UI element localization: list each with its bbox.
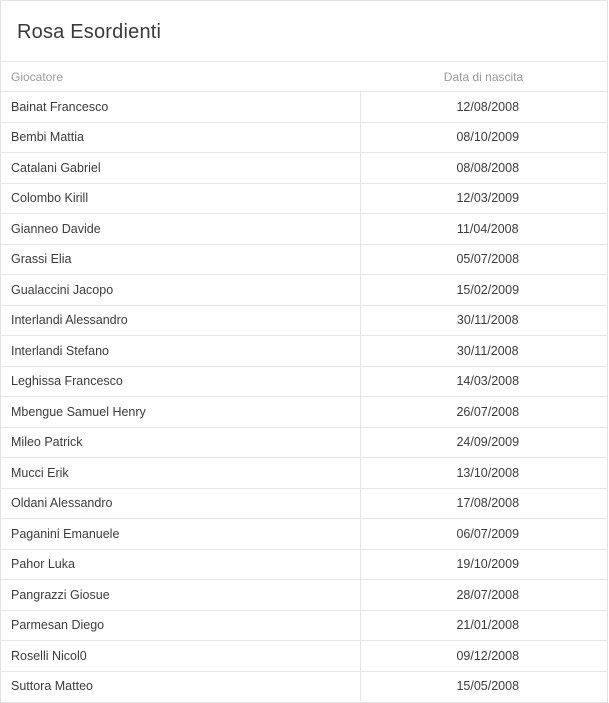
table-row: [1, 214, 607, 245]
table-row: [1, 122, 607, 153]
table-row: [1, 580, 607, 611]
player-name: Suttora Matteo: [1, 671, 360, 701]
birth-date: 06/07/2009: [360, 519, 607, 550]
table-row: [1, 92, 607, 123]
table-row: [1, 153, 607, 184]
birth-date: 13/10/2008: [360, 458, 607, 489]
column-header-birth-date: Data di nascita: [360, 62, 607, 92]
player-name: Bainat Francesco: [1, 92, 360, 123]
player-name: Interlandi Stefano: [1, 336, 360, 367]
table-row: [1, 397, 607, 428]
birth-date: 08/08/2008: [360, 153, 607, 184]
table-row: [1, 671, 607, 701]
table-row: [1, 458, 607, 489]
birth-date: 17/08/2008: [360, 488, 607, 519]
player-name: Interlandi Alessandro: [1, 305, 360, 336]
panel-title: Rosa Esordienti: [1, 1, 607, 62]
birth-date: 14/03/2008: [360, 366, 607, 397]
player-name: Catalani Gabriel: [1, 153, 360, 184]
player-name: Gualaccini Jacopo: [1, 275, 360, 306]
player-name: Oldani Alessandro: [1, 488, 360, 519]
player-name: Roselli Nicol0: [1, 641, 360, 672]
player-name: Bembi Mattia: [1, 122, 360, 153]
birth-date: 09/12/2008: [360, 641, 607, 672]
birth-date: 24/09/2009: [360, 427, 607, 458]
table-row: [1, 427, 607, 458]
table-row: [1, 305, 607, 336]
table-row: [1, 549, 607, 580]
table-row: [1, 610, 607, 641]
birth-date: 12/03/2009: [360, 183, 607, 214]
table-row: [1, 275, 607, 306]
player-name: Pangrazzi Giosue: [1, 580, 360, 611]
table-row: [1, 488, 607, 519]
player-name: Leghissa Francesco: [1, 366, 360, 397]
table-row: [1, 183, 607, 214]
table-row: [1, 641, 607, 672]
birth-date: 15/05/2008: [456, 679, 520, 694]
table-row: [1, 244, 607, 275]
player-name: Mileo Patrick: [1, 427, 360, 458]
birth-date: 12/08/2008: [360, 92, 607, 123]
birth-date: 08/10/2009: [360, 122, 607, 153]
birth-date: 30/11/2008: [360, 305, 607, 336]
table-row: [1, 336, 607, 367]
table-row: [1, 366, 607, 397]
player-name: Paganini Emanuele: [1, 519, 360, 550]
player-name: Grassi Elia: [1, 244, 360, 275]
column-header-player: Giocatore: [1, 62, 360, 92]
player-name: Parmesan Diego: [1, 610, 360, 641]
roster-body: [1, 92, 607, 702]
player-name: Pahor Luka: [1, 549, 360, 580]
player-name: Gianneo Davide: [1, 214, 360, 245]
birth-date: 26/07/2008: [360, 397, 607, 428]
birth-date: 15/02/2009: [360, 275, 607, 306]
table-header-row: [1, 62, 607, 92]
player-name: Mucci Erik: [1, 458, 360, 489]
birth-date: 11/04/2008: [360, 214, 607, 245]
birth-date: 19/10/2009: [360, 549, 607, 580]
roster-table: [1, 62, 607, 701]
birth-date: 30/11/2008: [360, 336, 607, 367]
table-row: [1, 519, 607, 550]
player-name: Mbengue Samuel Henry: [1, 397, 360, 428]
birth-date: 21/01/2008: [360, 610, 607, 641]
birth-date: 05/07/2008: [360, 244, 607, 275]
player-name: Colombo Kirill: [1, 183, 360, 214]
birth-date: 28/07/2008: [360, 580, 607, 611]
